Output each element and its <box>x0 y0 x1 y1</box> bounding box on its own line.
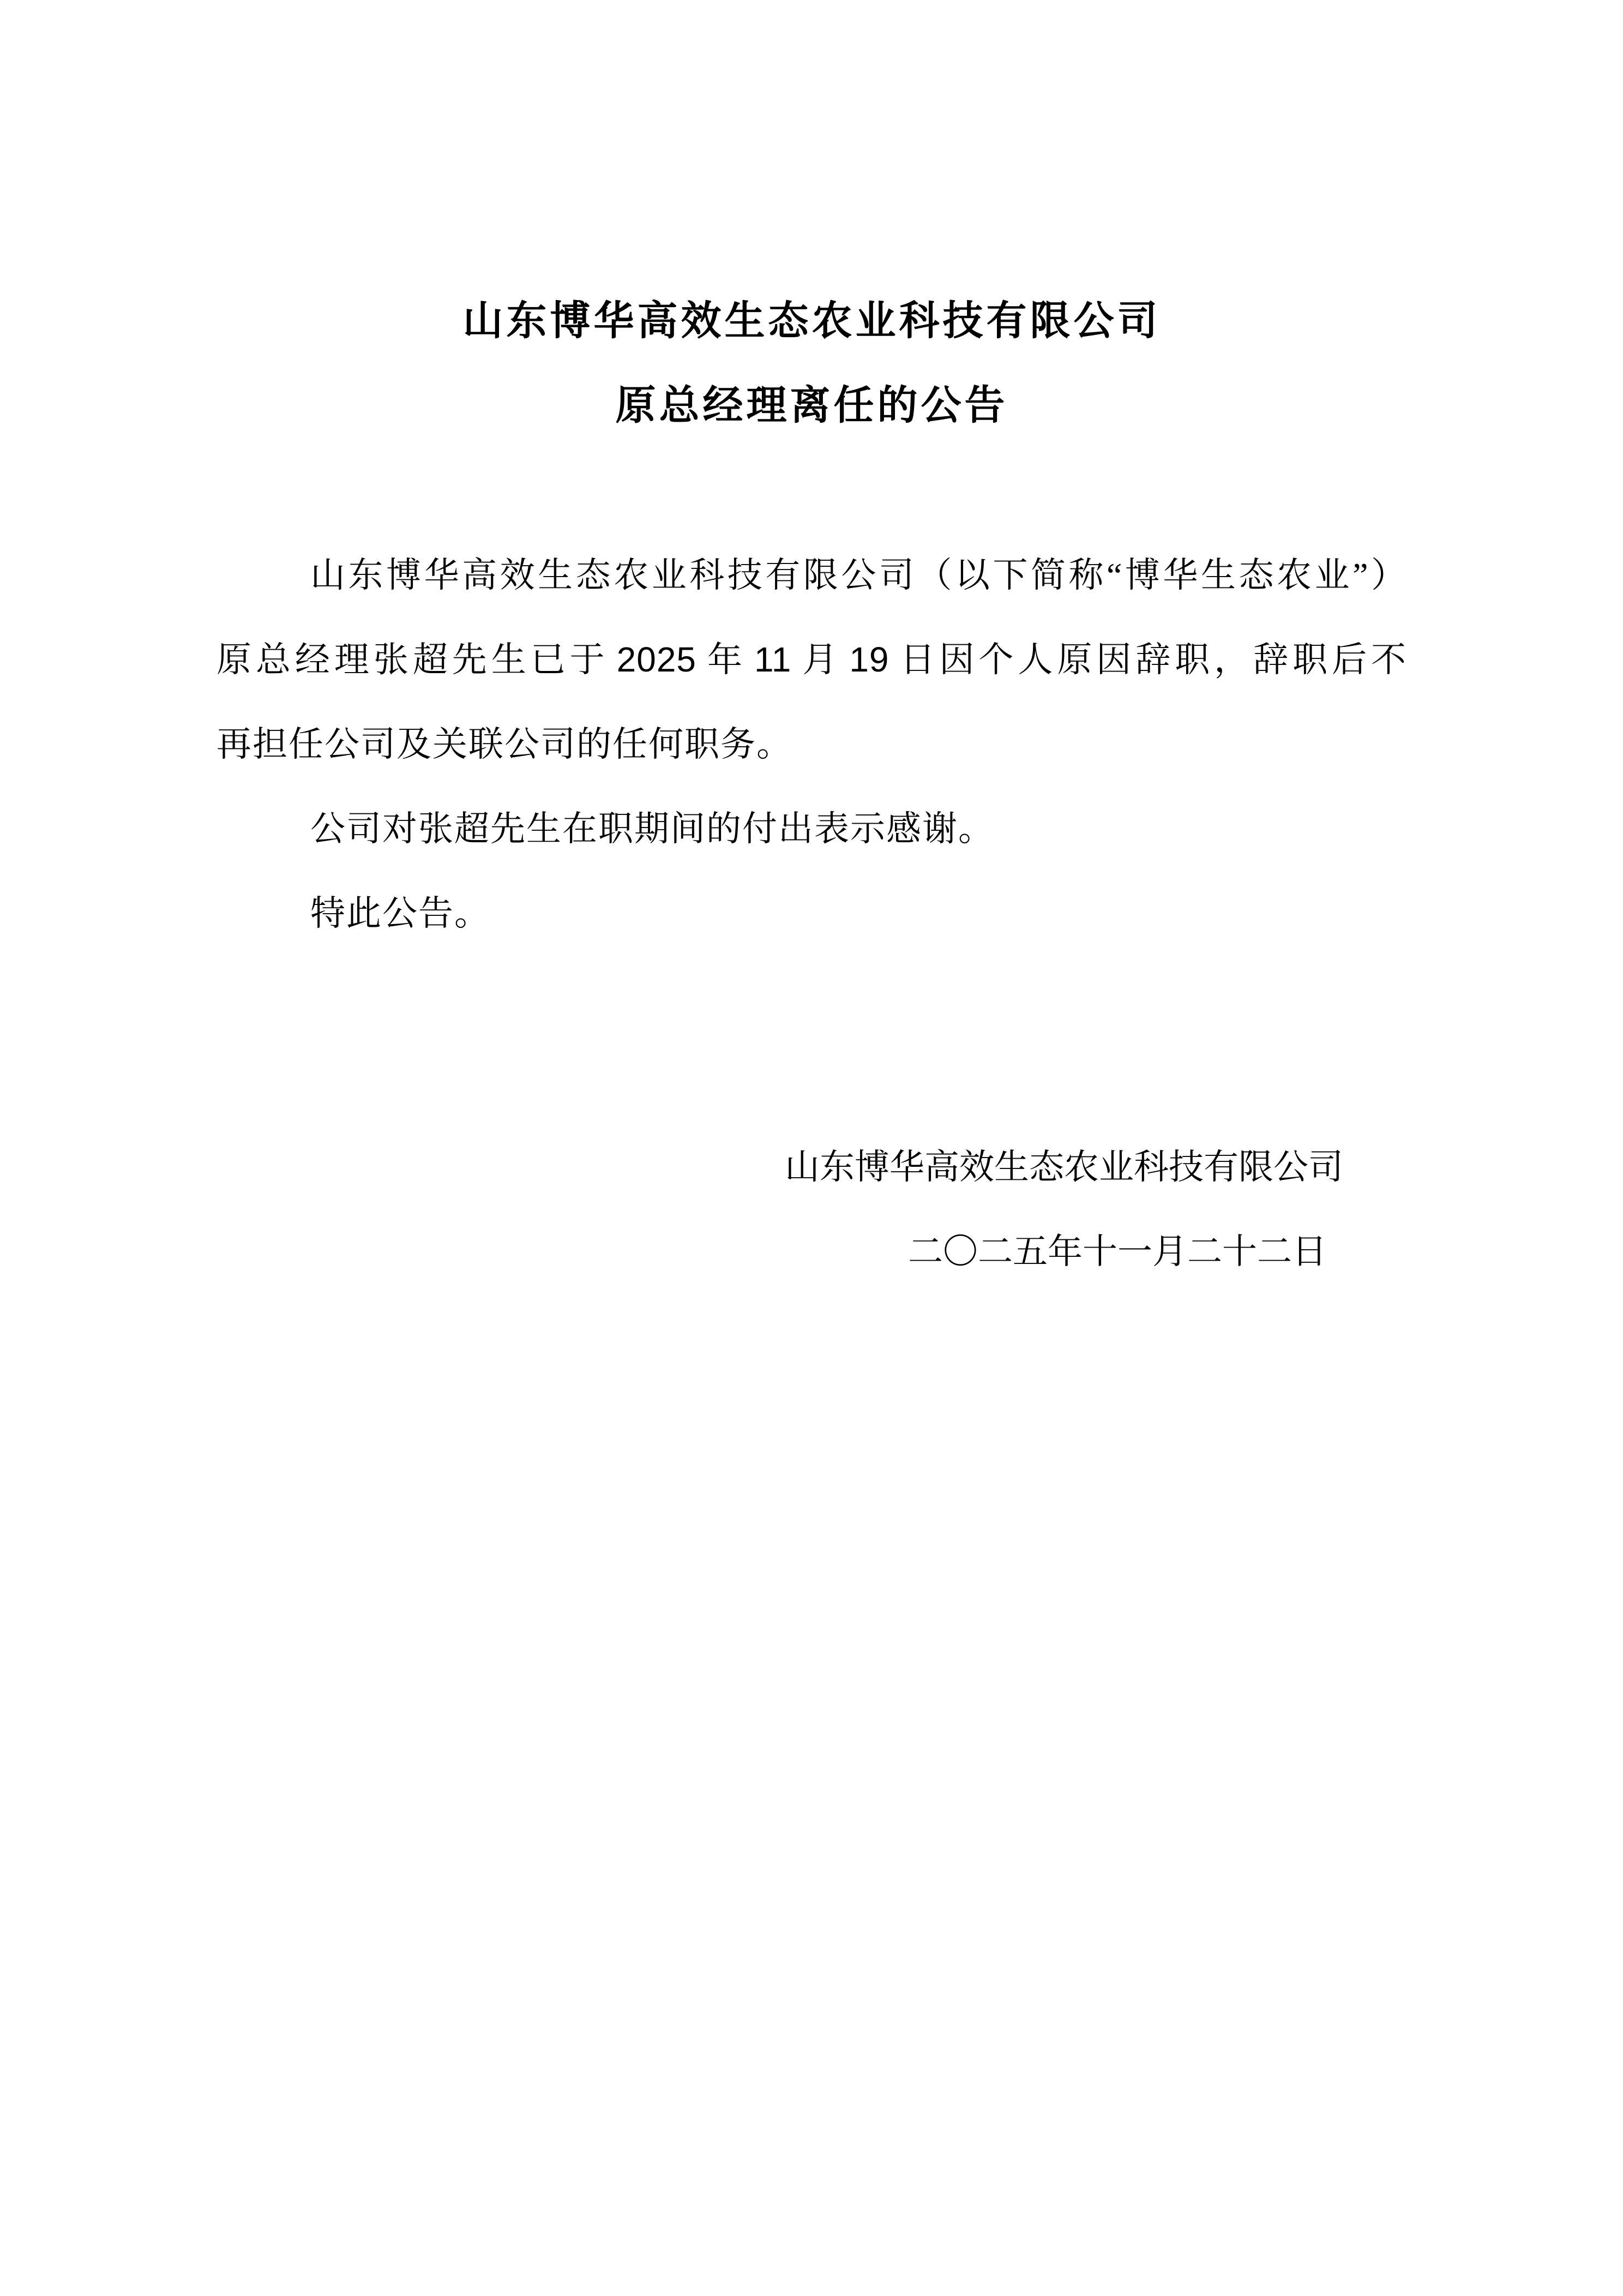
paragraph1-line1: 山东博华高效生态农业科技有限公司（以下简称“博华生态农业”） <box>310 556 1407 595</box>
blank-line <box>217 956 1407 1040</box>
blank-line <box>217 448 1407 533</box>
blank-line <box>217 1040 1407 1125</box>
month-number: 11 <box>754 640 792 679</box>
signature-date: 二〇二五年十一月二十二日 <box>908 1232 1327 1271</box>
day-number: 19 <box>849 640 889 679</box>
paragraph1-line2-text: 原总经理张超先生已于 <box>217 640 609 679</box>
year-number: 2025 <box>616 640 697 679</box>
paragraph1-line2-text: 日因个人原因辞职，辞职后不 <box>897 640 1408 679</box>
paragraph1-line3: 再担任公司及关联公司的任何职务。 <box>217 725 792 764</box>
document-title-company: 山东博华高效生态农业科技有限公司 <box>462 299 1161 344</box>
paragraph1-line2-text: 月 <box>799 640 842 679</box>
paragraph2: 公司对张超先生在职期间的付出表示感谢。 <box>310 810 994 848</box>
paragraph1-line2 <box>217 618 1407 702</box>
document-content <box>217 279 1407 1294</box>
document-title-announcement: 原总经理离任的公告 <box>615 383 1008 428</box>
signature-company: 山东博华高效生态农业科技有限公司 <box>785 1148 1343 1186</box>
paragraph1-line2-text: 年 <box>704 640 747 679</box>
paragraph3: 特此公告。 <box>310 894 490 933</box>
